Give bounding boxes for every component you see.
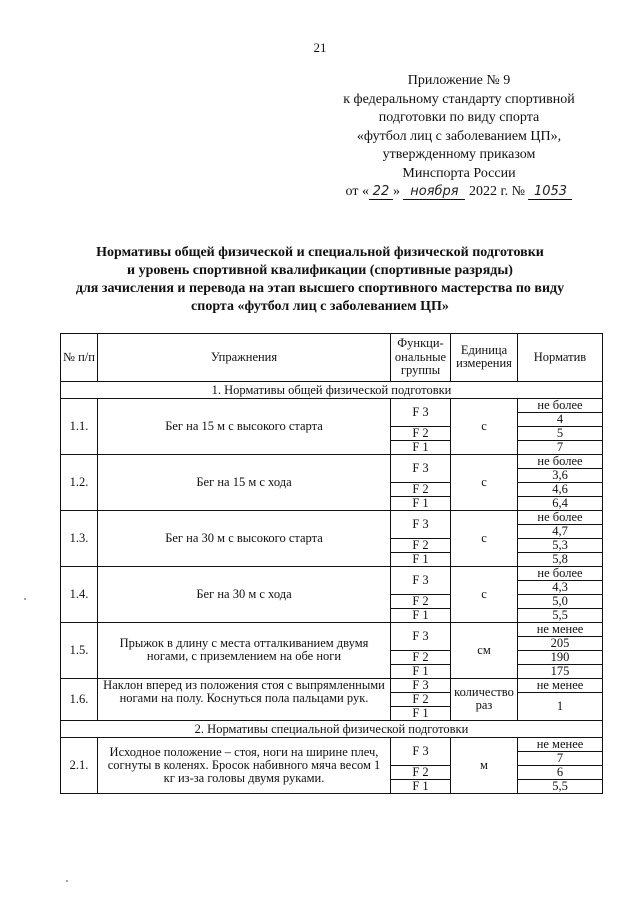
row-exercise: Исходное положение – стоя, ноги на ширине плеч, согнуты в коленях. Бросок набивного мяча весом 1 кг из-за головы двумя руками.: [98, 737, 391, 793]
row-group: F 2: [391, 426, 451, 440]
title-line: и уровень спортивной квалификации (спортивные разряды): [127, 263, 513, 278]
row-value: 205: [518, 636, 603, 650]
row-exercise: Бег на 15 м с высокого старта: [98, 398, 391, 454]
norms-table: [60, 333, 603, 794]
row-group: F 1: [391, 552, 451, 566]
table-row: [61, 678, 603, 692]
row-group: F 1: [391, 779, 451, 793]
handwritten-order-number: 1053: [528, 185, 572, 200]
row-value: 4: [518, 412, 603, 426]
row-num: 1.4.: [61, 566, 98, 622]
table-row: [61, 737, 603, 751]
appendix-line: «футбол лиц с заболеванием ЦП»,: [356, 128, 562, 144]
appendix-block: [314, 72, 604, 202]
row-group: F 1: [391, 664, 451, 678]
row-group: F 1: [391, 440, 451, 454]
header-norm: Норматив: [518, 334, 603, 382]
row-qualifier: не менее: [518, 678, 603, 692]
row-group: F 2: [391, 765, 451, 779]
row-group: F 3: [391, 737, 451, 765]
header-groups: Функци-ональные группы: [391, 334, 451, 382]
row-value: 5,8: [518, 552, 603, 566]
handwritten-month: ноября: [403, 185, 465, 200]
row-value: 6,4: [518, 496, 603, 510]
header-num: № п/п: [61, 334, 98, 382]
row-value: 5,3: [518, 538, 603, 552]
row-group: F 1: [391, 608, 451, 622]
scan-speck: [24, 598, 26, 600]
section-row: [61, 720, 603, 737]
row-value: 5,5: [518, 608, 603, 622]
year-text: 2022 г. №: [468, 184, 525, 199]
row-qualifier: не более: [518, 398, 603, 412]
row-num: 1.3.: [61, 510, 98, 566]
row-group: F 3: [391, 566, 451, 594]
row-num: 1.1.: [61, 398, 98, 454]
table-row: [61, 566, 603, 580]
order-date-line: [314, 183, 604, 202]
row-group: F 2: [391, 594, 451, 608]
row-value: 3,6: [518, 468, 603, 482]
title-line: спорта «футбол лиц с заболеванием ЦП»: [191, 299, 449, 314]
row-value: 5,0: [518, 594, 603, 608]
row-qualifier: не менее: [518, 622, 603, 636]
document-title: [40, 244, 600, 316]
date-prefix: от «: [345, 184, 369, 199]
row-value: 4,3: [518, 580, 603, 594]
row-unit: количество раз: [451, 678, 518, 720]
row-value: 6: [518, 765, 603, 779]
row-group: F 1: [391, 706, 451, 720]
table-header-row: [61, 334, 603, 382]
row-group: F 3: [391, 398, 451, 426]
row-exercise: Бег на 30 м с хода: [98, 566, 391, 622]
row-num: 1.5.: [61, 622, 98, 678]
table-row: [61, 454, 603, 468]
table-row: [61, 510, 603, 524]
header-unit: Единица измерения: [451, 334, 518, 382]
row-group: F 1: [391, 496, 451, 510]
row-num: 2.1.: [61, 737, 98, 793]
row-value: 1: [518, 692, 603, 720]
table-row: [61, 398, 603, 412]
row-unit: с: [451, 510, 518, 566]
scan-speck: [66, 880, 68, 882]
section-row: [61, 381, 603, 398]
row-unit: с: [451, 566, 518, 622]
row-exercise: Бег на 15 м с хода: [98, 454, 391, 510]
row-value: 5,5: [518, 779, 603, 793]
handwritten-day: 22: [369, 185, 393, 200]
row-group: F 3: [391, 454, 451, 482]
row-num: 1.6.: [61, 678, 98, 720]
table-row: [61, 622, 603, 636]
row-unit: с: [451, 454, 518, 510]
row-num: 1.2.: [61, 454, 98, 510]
row-qualifier: не более: [518, 566, 603, 580]
row-group: F 2: [391, 650, 451, 664]
row-group: F 2: [391, 692, 451, 706]
title-line: Нормативы общей физической и специальной физической подготовки: [96, 245, 544, 260]
row-qualifier: не более: [518, 510, 603, 524]
appendix-line: подготовки по виду спорта: [378, 110, 540, 125]
page-number: 21: [313, 40, 327, 55]
row-group: F 3: [391, 678, 451, 692]
row-exercise: Бег на 30 м с высокого старта: [98, 510, 391, 566]
title-line: для зачисления и перевода на этап высшего спортивного мастерства по виду: [75, 281, 565, 296]
header-exercise: Упражнения: [98, 334, 391, 382]
row-qualifier: не более: [518, 454, 603, 468]
row-value: 175: [518, 664, 603, 678]
row-unit: с: [451, 398, 518, 454]
row-value: 7: [518, 751, 603, 765]
row-value: 4,6: [518, 482, 603, 496]
row-value: 190: [518, 650, 603, 664]
row-unit: см: [451, 622, 518, 678]
row-value: 5: [518, 426, 603, 440]
row-unit: м: [451, 737, 518, 793]
row-value: 4,7: [518, 524, 603, 538]
row-qualifier: не менее: [518, 737, 603, 751]
row-group: F 2: [391, 538, 451, 552]
row-exercise: Наклон вперед из положения стоя с выпрямленными ногами на полу. Коснуться пола пальцами рук.: [98, 678, 391, 720]
row-value: 7: [518, 440, 603, 454]
appendix-line: Минспорта России: [402, 165, 516, 181]
appendix-line: Приложение № 9: [407, 73, 511, 88]
appendix-line: к федеральному стандарту спортивной: [343, 91, 575, 107]
appendix-line: утвержденному приказом: [382, 147, 536, 162]
row-group: F 3: [391, 622, 451, 650]
row-exercise: Прыжок в длину с места отталкиванием двумя ногами, с приземлением на обе ноги: [98, 622, 391, 678]
row-group: F 2: [391, 482, 451, 496]
section-title: 1. Нормативы общей физической подготовки: [61, 381, 603, 398]
date-mid: »: [392, 184, 400, 199]
section-title: 2. Нормативы специальной физической подготовки: [61, 720, 603, 737]
row-group: F 3: [391, 510, 451, 538]
